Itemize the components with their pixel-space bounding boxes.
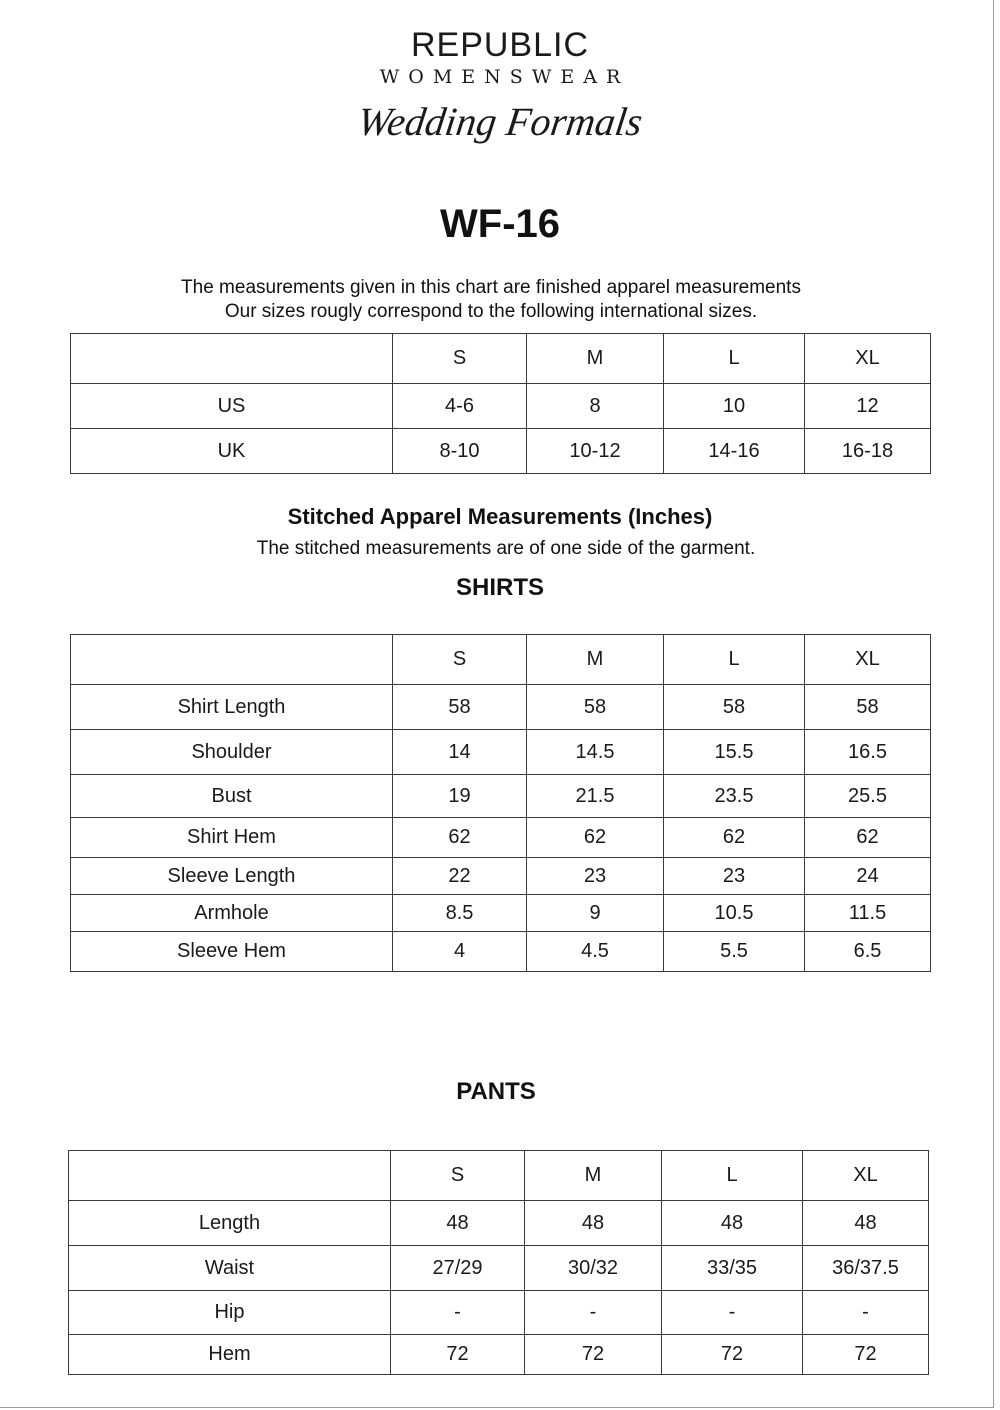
intro-line-1: The measurements given in this chart are finished apparel measurements	[181, 277, 801, 298]
table-cell: 4.5	[527, 932, 664, 972]
table-cell: 33/35	[662, 1246, 803, 1291]
table-cell: 8-10	[393, 429, 527, 474]
table-cell: 12	[805, 384, 931, 429]
table-row	[71, 895, 931, 932]
header-cell-s: S	[393, 334, 527, 384]
table-cell: 58	[393, 685, 527, 730]
table-cell: 21.5	[527, 775, 664, 818]
brand-name: REPUBLIC	[410, 26, 590, 64]
header-cell-blank	[71, 334, 393, 384]
table-cell: 58	[664, 685, 805, 730]
table-row	[71, 429, 931, 474]
header-cell-l: L	[664, 635, 805, 685]
row-label: Shirt Length	[71, 685, 393, 730]
table-cell: 16-18	[805, 429, 931, 474]
table-cell: 58	[805, 685, 931, 730]
table-cell: -	[662, 1291, 803, 1335]
table-cell: 4-6	[393, 384, 527, 429]
header-cell-m: M	[527, 334, 664, 384]
table-cell: 9	[527, 895, 664, 932]
row-label: Sleeve Length	[71, 858, 393, 895]
table-cell: 8.5	[393, 895, 527, 932]
stitched-note: The stitched measurements are of one side of the garment.	[256, 538, 756, 559]
row-label: UK	[71, 429, 393, 474]
table-cell: 15.5	[664, 730, 805, 775]
header-cell-xl: XL	[805, 635, 931, 685]
table-cell: 23	[527, 858, 664, 895]
table-cell: 62	[805, 818, 931, 858]
collection-name: Wedding Formals	[354, 99, 646, 144]
table-cell: 62	[527, 818, 664, 858]
brand-logo	[0, 28, 1000, 146]
table-cell: 10	[664, 384, 805, 429]
row-label: Sleeve Hem	[71, 932, 393, 972]
table-cell: 22	[393, 858, 527, 895]
shirts-title: SHIRTS	[455, 574, 544, 601]
row-label: Hem	[69, 1335, 391, 1375]
table-cell: 8	[527, 384, 664, 429]
header-cell-m: M	[525, 1151, 662, 1201]
table-cell: 23	[664, 858, 805, 895]
table-cell: 10-12	[527, 429, 664, 474]
brand-subtitle: WOMENSWEAR	[379, 66, 630, 88]
header-cell-s: S	[393, 635, 527, 685]
table-row	[71, 818, 931, 858]
row-label: Shoulder	[71, 730, 393, 775]
intro-text	[0, 276, 982, 324]
table-cell: 48	[391, 1201, 525, 1246]
pants-table	[68, 1150, 929, 1375]
row-label: Armhole	[71, 895, 393, 932]
table-cell: 72	[391, 1335, 525, 1375]
table-row	[71, 775, 931, 818]
table-cell: -	[525, 1291, 662, 1335]
table-cell: 62	[393, 818, 527, 858]
table-row	[69, 1201, 929, 1246]
table-header-row	[71, 635, 931, 685]
table-cell: 25.5	[805, 775, 931, 818]
header-cell-xl: XL	[805, 334, 931, 384]
table-cell: 58	[527, 685, 664, 730]
table-header-row	[69, 1151, 929, 1201]
table-cell: 6.5	[805, 932, 931, 972]
table-cell: 62	[664, 818, 805, 858]
stitched-title: Stitched Apparel Measurements (Inches)	[287, 504, 713, 529]
table-cell: 72	[662, 1335, 803, 1375]
header-cell-s: S	[391, 1151, 525, 1201]
table-cell: 16.5	[805, 730, 931, 775]
table-cell: 4	[393, 932, 527, 972]
table-cell: 19	[393, 775, 527, 818]
table-row	[71, 858, 931, 895]
table-cell: 14-16	[664, 429, 805, 474]
table-cell: 36/37.5	[803, 1246, 929, 1291]
table-cell: 27/29	[391, 1246, 525, 1291]
row-label: Waist	[69, 1246, 391, 1291]
table-cell: 48	[525, 1201, 662, 1246]
table-cell: 72	[525, 1335, 662, 1375]
table-row	[71, 384, 931, 429]
size-conversion-table	[70, 333, 931, 474]
row-label: Hip	[69, 1291, 391, 1335]
header-cell-m: M	[527, 635, 664, 685]
table-cell: 48	[803, 1201, 929, 1246]
table-row	[71, 730, 931, 775]
pants-title: PANTS	[456, 1078, 536, 1105]
header-cell-xl: XL	[803, 1151, 929, 1201]
table-cell: 14	[393, 730, 527, 775]
table-header-row	[71, 334, 931, 384]
table-cell: 24	[805, 858, 931, 895]
table-cell: 30/32	[525, 1246, 662, 1291]
shirts-table	[70, 634, 931, 972]
row-label: US	[71, 384, 393, 429]
table-row	[69, 1291, 929, 1335]
intro-line-2: Our sizes rougly correspond to the following international sizes.	[224, 301, 758, 322]
row-label: Shirt Hem	[71, 818, 393, 858]
table-row	[71, 685, 931, 730]
table-cell: 5.5	[664, 932, 805, 972]
table-cell: -	[391, 1291, 525, 1335]
header-cell-blank	[71, 635, 393, 685]
table-row	[69, 1335, 929, 1375]
header-cell-l: L	[664, 334, 805, 384]
header-cell-l: L	[662, 1151, 803, 1201]
header-cell-blank	[69, 1151, 391, 1201]
style-code: WF-16	[440, 202, 560, 246]
table-row	[69, 1246, 929, 1291]
table-cell: -	[803, 1291, 929, 1335]
table-cell: 10.5	[664, 895, 805, 932]
table-cell: 14.5	[527, 730, 664, 775]
row-label: Length	[69, 1201, 391, 1246]
table-cell: 23.5	[664, 775, 805, 818]
table-cell: 48	[662, 1201, 803, 1246]
table-cell: 72	[803, 1335, 929, 1375]
table-cell: 11.5	[805, 895, 931, 932]
table-row	[71, 932, 931, 972]
row-label: Bust	[71, 775, 393, 818]
